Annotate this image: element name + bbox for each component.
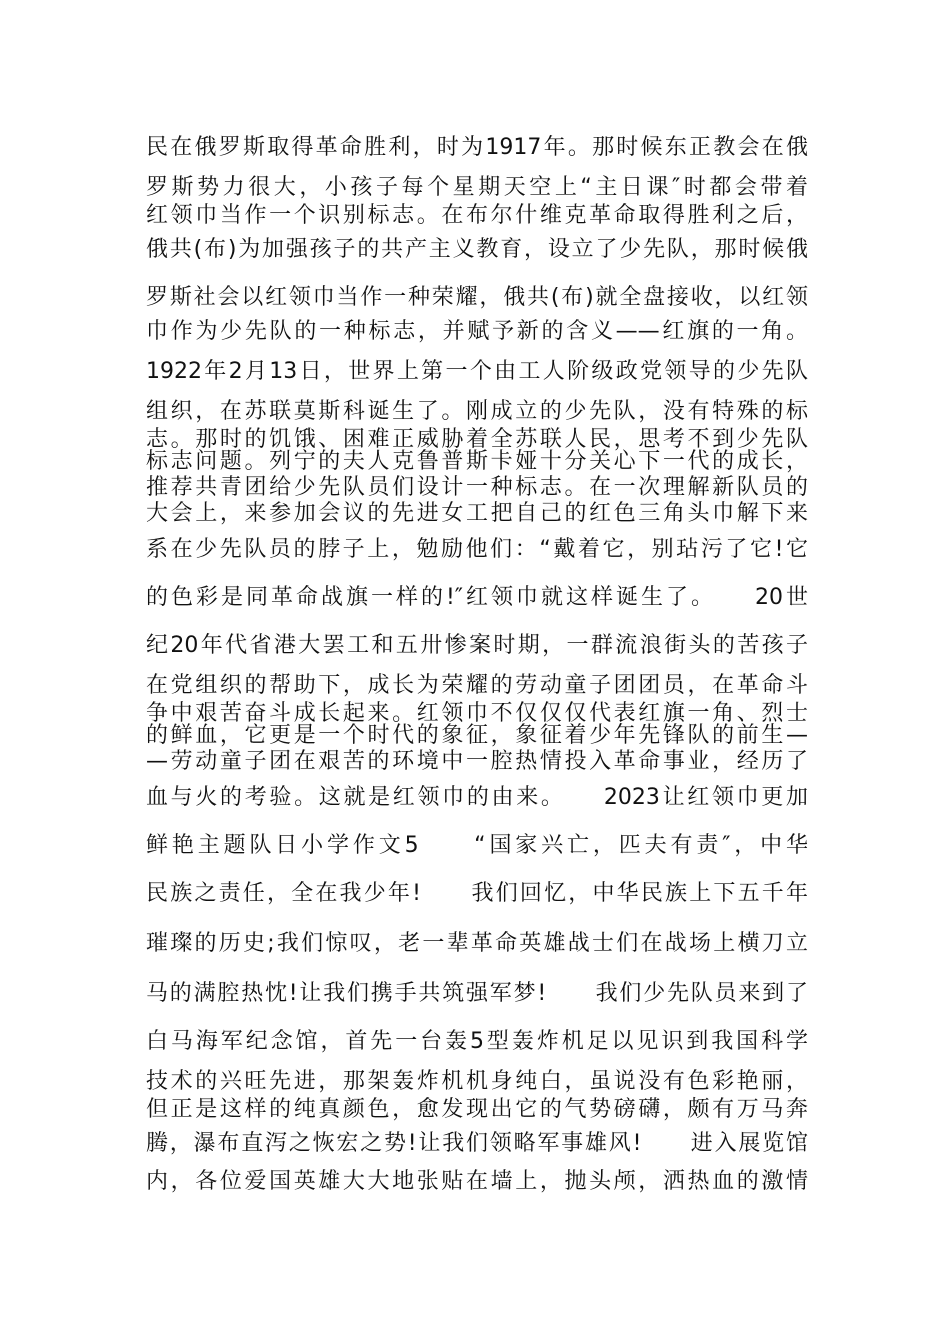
text-line: 璀璨的历史;我们惊叹，老一辈革命英雄战士们在战场上横刀立 xyxy=(146,931,808,956)
text-line: 争中艰苦奋斗成长起来。红领巾不仅仅仅代表红旗一角、烈士 xyxy=(146,701,808,726)
text-line: 罗斯势力很大，小孩子每个星期天空上“主日课″时都会带着 xyxy=(146,175,808,200)
text-line: 的色彩是同革命战旗一样的!″红领巾就这样诞生了。 20世 xyxy=(146,585,808,610)
text-line: 俄共(布)为加强孩子的共产主义教育，设立了少先队，那时候俄 xyxy=(146,237,808,262)
text-line: 组织，在苏联莫斯科诞生了。刚成立的少先队，没有特殊的标 xyxy=(146,399,808,424)
text-line: 推荐共青团给少先队员们设计一种标志。在一次理解新队员的 xyxy=(146,475,808,500)
text-line: 民族之责任，全在我少年! 我们回忆，中华民族上下五千年 xyxy=(146,881,808,906)
text-line: 但正是这样的纯真颜色，愈发现出它的气势磅礴，颇有万马奔 xyxy=(146,1097,808,1122)
text-line: 纪20年代省港大罢工和五卅惨案时期，一群流浪街头的苦孩子 xyxy=(146,633,808,658)
text-line: 技术的兴旺先进，那架轰炸机机身纯白，虽说没有色彩艳丽， xyxy=(146,1069,808,1094)
text-line: 在党组织的帮助下，成长为荣耀的劳动童子团团员，在革命斗 xyxy=(146,673,808,698)
text-line: 血与火的考验。这就是红领巾的由来。 2023让红领巾更加 xyxy=(146,785,808,810)
text-line: 的鲜血，它更是一个时代的象征，象征着少年先锋队的前生— xyxy=(146,723,808,748)
text-line: 1922年2月13日，世界上第一个由工人阶级政党领导的少先队 xyxy=(146,359,808,384)
text-line: 标志问题。列宁的夫人克鲁普斯卡娅十分关心下一代的成长， xyxy=(146,449,808,474)
text-line: 红领巾当作一个识别标志。在布尔什维克革命取得胜利之后， xyxy=(146,203,808,228)
text-line: 腾，瀑布直泻之恢宏之势!让我们领略军事雄风! 进入展览馆 xyxy=(146,1131,808,1156)
text-line: 鲜艳主题队日小学作文5 “国家兴亡，匹夫有责″，中华 xyxy=(146,833,808,858)
text-line: 民在俄罗斯取得革命胜利，时为1917年。那时候东正教会在俄 xyxy=(146,135,808,160)
text-line: 志。那时的饥饿、困难正威胁着全苏联人民，思考不到少先队 xyxy=(146,427,808,452)
text-line: 系在少先队员的脖子上，勉励他们：“戴着它，别玷污了它!它 xyxy=(146,537,808,562)
text-line: 马的满腔热忱!让我们携手共筑强军梦! 我们少先队员来到了 xyxy=(146,981,808,1006)
text-line: 巾作为少先队的一种标志，并赋予新的含义——红旗的一角。 xyxy=(146,319,808,344)
text-line: 白马海军纪念馆，首先一台轰5型轰炸机足以见识到我国科学 xyxy=(146,1029,808,1054)
text-line: 罗斯社会以红领巾当作一种荣耀，俄共(布)就全盘接收，以红领 xyxy=(146,285,808,310)
text-line: 内，各位爱国英雄大大地张贴在墙上，抛头颅，洒热血的激情 xyxy=(146,1169,808,1194)
text-line: 大会上，来参加会议的先进女工把自己的红色三角头巾解下来 xyxy=(146,501,808,526)
text-line: —劳动童子团在艰苦的环境中一腔热情投入革命事业，经历了 xyxy=(146,749,808,774)
